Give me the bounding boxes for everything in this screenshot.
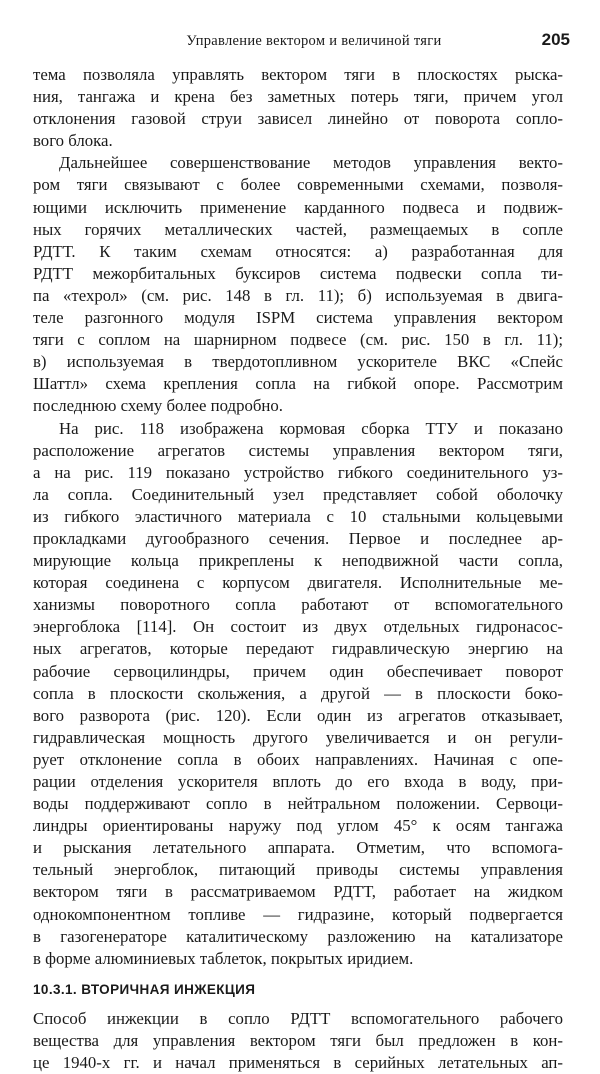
text-line: гидравлическая мощность другого увеличивается и он регули-	[33, 727, 563, 747]
text-line: тяги с соплом на шарнирном подвесе (см. рис. 150 в гл. 11);	[33, 330, 563, 350]
text-line: в) используемая в твердотопливном ускорителе ВКС «Спейс	[33, 352, 563, 372]
text-line: На рис. 118 изображена кормовая сборка ТТУ и показано	[59, 418, 563, 438]
text-line: ния, тангажа и крена без заметных потерь тяги, причем угол	[33, 87, 563, 107]
page-number: 205	[541, 30, 570, 49]
text-line: в форме алюминиевых таблеток, покрытых иридием.	[33, 948, 414, 968]
text-line: вого разворота (рис. 120). Если один из агрегатов отказывает,	[33, 705, 563, 725]
text-line: расположение агрегатов системы управления вектором тяги,	[33, 440, 563, 460]
text-line: рабочие сервоцилиндры, причем один обеспечивает поворот	[33, 661, 563, 681]
text-line: однокомпонентном топливе — гидразине, который подвергается	[33, 904, 563, 924]
text-line: ных горячих металлических частей, размещаемых в сопле	[33, 219, 563, 239]
paragraph-shuttle-nozzle	[33, 418, 563, 970]
text-line: вого блока.	[33, 131, 113, 151]
text-line: ханизмы поворотного сопла работают от вспомогательного	[33, 595, 563, 615]
body-text	[33, 64, 563, 1074]
text-line: Дальнейшее совершенствование методов управления векто-	[59, 153, 563, 173]
section-heading: 10.3.1. ВТОРИЧНАЯ ИНЖЕКЦИЯ	[33, 981, 256, 997]
text-line: и рыскания летательного аппарата. Отметим, что вспомога-	[33, 838, 563, 858]
text-line: тельный энергоблок, питающий приводы системы управления	[33, 860, 563, 880]
text-line: ла сопла. Соединительный узел представляет собой оболочку	[33, 484, 563, 504]
text-line: ных агрегатов, которые передают гидравлическую энергию на	[33, 639, 563, 659]
text-line: прокладками дугообразного сечения. Первое и последнее ар-	[33, 528, 563, 548]
text-line: линдры ориентированы наружу под углом 45° к осям тангажа	[33, 816, 563, 836]
text-line: которая соединена с корпусом двигателя. Исполнительные ме-	[33, 573, 563, 593]
text-line: рует отклонение сопла в обоих направлениях. Начиная с опе-	[33, 749, 563, 769]
text-line: сопла в плоскости скольжения, а другой — в плоскости боко-	[33, 683, 563, 703]
paragraph-modern-schemes	[33, 152, 563, 417]
text-line: це 1940-х гг. и начал применяться в серийных летательных ап-	[33, 1053, 563, 1073]
text-line: вектором тяги в рассматриваемом РДТТ, работает на жидком	[33, 882, 563, 902]
text-line: мирующие кольца прикреплены к неподвижной части сопла,	[33, 551, 563, 571]
text-line: энергоблока [114]. Он состоит из двух отдельных гидронасос-	[33, 617, 563, 637]
text-line: рации отделения ускорителя вплоть до его входа в воду, при-	[33, 772, 563, 791]
text-line: последнюю схему более подробно.	[33, 396, 283, 416]
text-line: па «техрол» (см. рис. 148 в гл. 11); б) используемая в двига-	[33, 285, 563, 305]
text-line: РДТТ. К таким схемам относятся: а) разработанная для	[33, 241, 563, 261]
text-line: отклонения газовой струи зависел линейно от поворота сопло-	[33, 109, 563, 129]
text-line: в газогенераторе каталитическому разложению на катализаторе	[33, 926, 563, 946]
text-line: вещества для управления вектором тяги был предложен в кон-	[33, 1030, 563, 1050]
running-title: Управление вектором и величиной тяги	[186, 33, 442, 49]
text-line: Шаттл» схема крепления сопла на гибкой опоре. Рассмотрим	[33, 374, 563, 394]
running-head	[58, 30, 570, 52]
text-line: из гибкого эластичного материала с 10 стальными кольцевыми	[33, 506, 563, 526]
paragraph-secondary-injection	[33, 1008, 563, 1074]
text-line: воды поддерживают сопло в нейтральном положении. Сервоци-	[33, 794, 563, 814]
text-line: ющими исключить применение карданного подвеса и подвиж-	[33, 197, 563, 217]
text-line: ром тяги связывают с более современными схемами, позволя-	[33, 175, 563, 195]
text-line: теле разгонного модуля ISPM система управления вектором	[33, 308, 563, 328]
text-line: РДТТ межорбитальных буксиров система подвески сопла ти-	[33, 263, 563, 283]
text-line: Способ инжекции в сопло РДТТ вспомогательного рабочего	[33, 1008, 563, 1028]
text-line: тема позволяла управлять вектором тяги в плоскостях рыска-	[33, 65, 563, 84]
paragraph-nozzle-block	[33, 64, 563, 152]
text-line: а на рис. 119 показано устройство гибкого соединительного уз-	[33, 462, 563, 482]
